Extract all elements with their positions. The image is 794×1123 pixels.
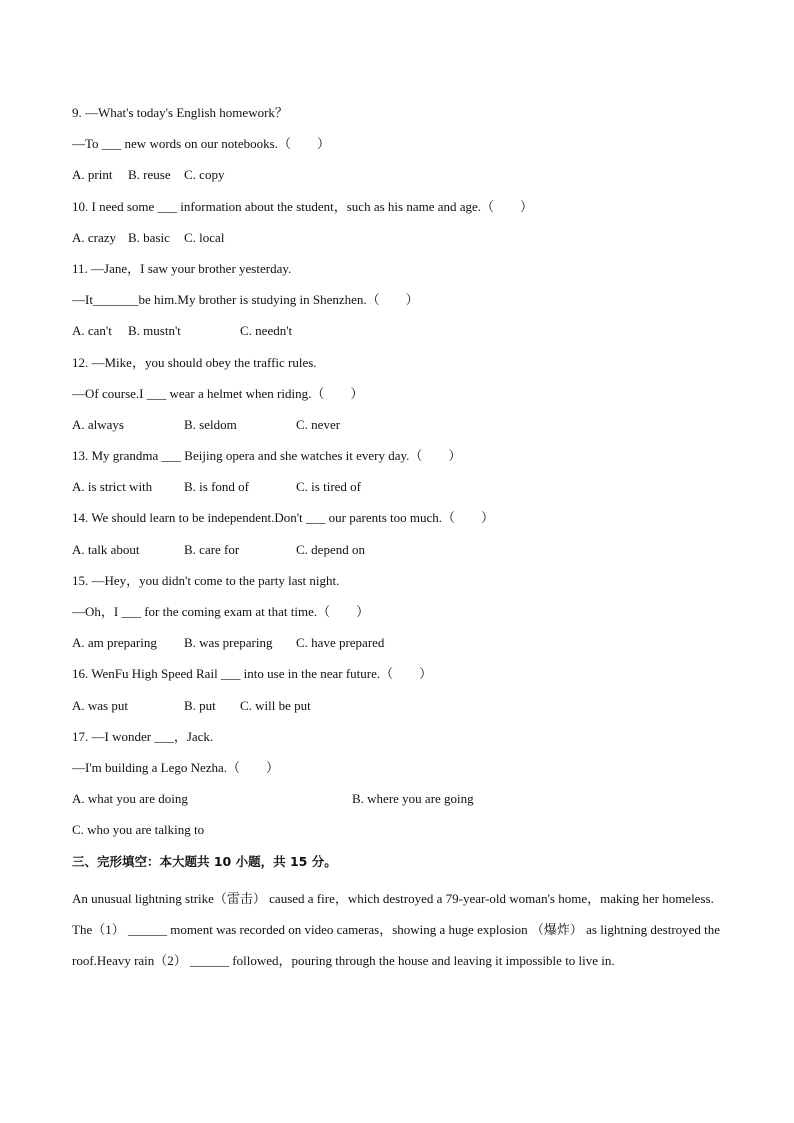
option-a: A. what you are doing <box>72 791 188 807</box>
option-a: A. talk about <box>72 541 140 557</box>
question-text: —Of course.I ___ wear a helmet when riding.（ ） <box>72 385 364 401</box>
option-c: C. copy <box>184 167 225 183</box>
option-c: C. will be put <box>240 697 311 713</box>
option-a: A. am preparing <box>72 635 157 651</box>
question-text: 14. We should learn to be independent.Don't ___ our parents too much.（ ） <box>72 510 495 526</box>
question-12 <box>72 353 732 447</box>
question-text: 9. —What's today's English homework？ <box>72 105 288 120</box>
option-a: A. was put <box>72 697 128 713</box>
option-c: C. is tired of <box>296 479 361 495</box>
options-row <box>72 540 732 571</box>
option-b: B. put <box>184 697 216 713</box>
option-c: C. depend on <box>296 541 365 557</box>
option-b: B. care for <box>184 541 240 557</box>
passage-paragraph: An unusual lightning strike（雷击） caused a fire，which destroyed a 79-year-old woman's home，making her homeless. <box>72 890 714 906</box>
option-a: A. is strict with <box>72 479 153 495</box>
question-text: 16. WenFu High Speed Rail ___ into use in the near future.（ ） <box>72 666 433 682</box>
option-a: A. crazy <box>72 229 117 245</box>
question-text: 13. My grandma ___ Beijing opera and she watches it every day.（ ） <box>72 448 462 464</box>
option-b: B. seldom <box>184 416 237 432</box>
option-b: B. mustn't <box>128 323 181 339</box>
passage-paragraph: The（1） ______ moment was recorded on video cameras，showing a huge explosion （爆炸） as lightning destroyed the roof.Heavy rain（2） ______ followed，pouring through the house and leaving it impossible to live in. <box>72 921 721 969</box>
option-b: B. is fond of <box>184 479 249 495</box>
question-15 <box>72 571 732 665</box>
question-16 <box>72 664 732 726</box>
options-row <box>72 477 732 508</box>
question-text: —Oh，I ___ for the coming exam at that time.（ ） <box>72 604 370 619</box>
question-10 <box>72 197 732 259</box>
option-c: C. have prepared <box>296 635 385 651</box>
question-text: —To ___ new words on our notebooks.（ ） <box>72 136 330 152</box>
option-c: C. local <box>184 229 225 245</box>
options-row <box>72 321 732 352</box>
question-14 <box>72 508 732 570</box>
option-c: C. who you are talking to <box>72 822 205 838</box>
question-text: —I'm building a Lego Nezha.（ ） <box>72 759 280 775</box>
option-b: B. was preparing <box>184 635 273 651</box>
question-text: 10. I need some ___ information about the student，such as his name and age.（ ） <box>72 198 534 214</box>
question-11 <box>72 259 732 353</box>
option-b: B. reuse <box>128 167 171 183</box>
question-text: —It_______be him.My brother is studying in Shenzhen.（ ） <box>72 292 419 308</box>
option-a: A. always <box>72 416 124 432</box>
option-b: B. basic <box>128 229 170 245</box>
options-row <box>72 789 732 820</box>
cloze-section <box>72 852 732 977</box>
question-text: 11. —Jane，I saw your brother yesterday. <box>72 260 292 276</box>
exam-page <box>72 103 732 976</box>
question-17 <box>72 727 732 852</box>
question-text: 17. —I wonder ___，Jack. <box>72 728 214 744</box>
option-a: A. can't <box>72 323 112 339</box>
question-text: 15. —Hey，you didn't come to the party last night. <box>72 572 340 588</box>
option-b: B. where you are going <box>352 791 474 807</box>
option-c: C. never <box>296 416 341 432</box>
options-row <box>72 633 732 664</box>
options-row <box>72 228 732 259</box>
question-text: 12. —Mike，you should obey the traffic rules. <box>72 354 317 370</box>
option-a: A. print <box>72 167 113 183</box>
question-13 <box>72 446 732 508</box>
options-row <box>72 696 732 727</box>
options-row <box>72 165 732 196</box>
option-c: C. needn't <box>240 323 293 339</box>
section-title: 三、完形填空：本大题共 10 小题，共 15 分。 <box>72 853 337 869</box>
options-row <box>72 415 732 446</box>
question-9 <box>72 103 732 197</box>
